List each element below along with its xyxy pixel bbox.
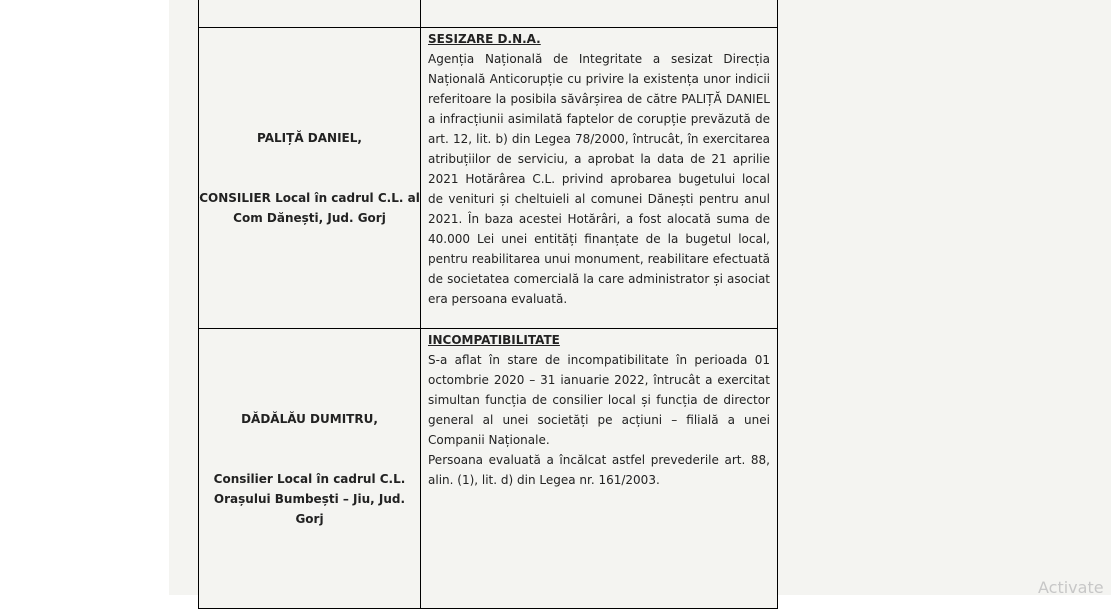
description-cell — [421, 28, 778, 329]
description-cell — [421, 0, 778, 28]
case-type-title: INCOMPATIBILITATE — [428, 333, 560, 347]
person-name: DĂDĂLĂU DUMITRU, — [241, 411, 378, 426]
table-row — [199, 0, 778, 28]
case-type-title: SESIZARE D.N.A. — [428, 32, 541, 46]
case-conclusion: Persoana evaluată a încălcat astfel prevederile art. 88, alin. (1), lit. d) din Legea nr. 161/2003. — [428, 453, 770, 487]
case-description: Agenția Națională de Integritate a sesizat Direcția Națională Anticorupție cu privire la existența unor indicii referitoare la posibila săvârșirea de către PALIȚĂ DANIEL a infracțiunii asimilată faptelor de corupție prevăzută de art. 12, lit. b) din Legea 78/2000, întrucât, în exercitarea atribuțiilor de serviciu, a aprobat la data de 21 aprilie 2021 Hotărârea C.L. privind aprobarea bugetului local de venituri și cheltuieli al comunei Dănești pentru anul 2021. În baza acestei Hotărâri, a fost alocată suma de 40.000 Lei unei entități finanțate de la bugetul local, pentru reabilitarea unui monument, reabilitare efectuată de societatea comercială la care administrator și asociat era persoana evaluată. — [428, 52, 770, 306]
name-cell — [199, 0, 421, 28]
name-cell — [199, 329, 421, 609]
description-cell — [421, 329, 778, 609]
integrity-cases-table — [198, 0, 778, 609]
person-role: Consilier Local în cadrul C.L. Orașului Bumbești – Jiu, Jud. Gorj — [213, 471, 406, 526]
name-cell — [199, 28, 421, 329]
person-role: CONSILIER Local în cadrul C.L. al Com Dănești, Jud. Gorj — [199, 191, 420, 225]
person-name: PALIȚĂ DANIEL, — [257, 131, 362, 145]
table-row — [199, 28, 778, 329]
table-row — [199, 329, 778, 609]
activate-windows-watermark: Activate — [1038, 578, 1104, 597]
case-description: S-a aflat în stare de incompatibilitate în perioada 01 octombrie 2020 – 31 ianuarie 2022, întrucât a exercitat simultan funcția de consilier local și funcția de director general al unei societăți pe acțiuni – filială a unei Companii Naționale. — [428, 353, 770, 447]
